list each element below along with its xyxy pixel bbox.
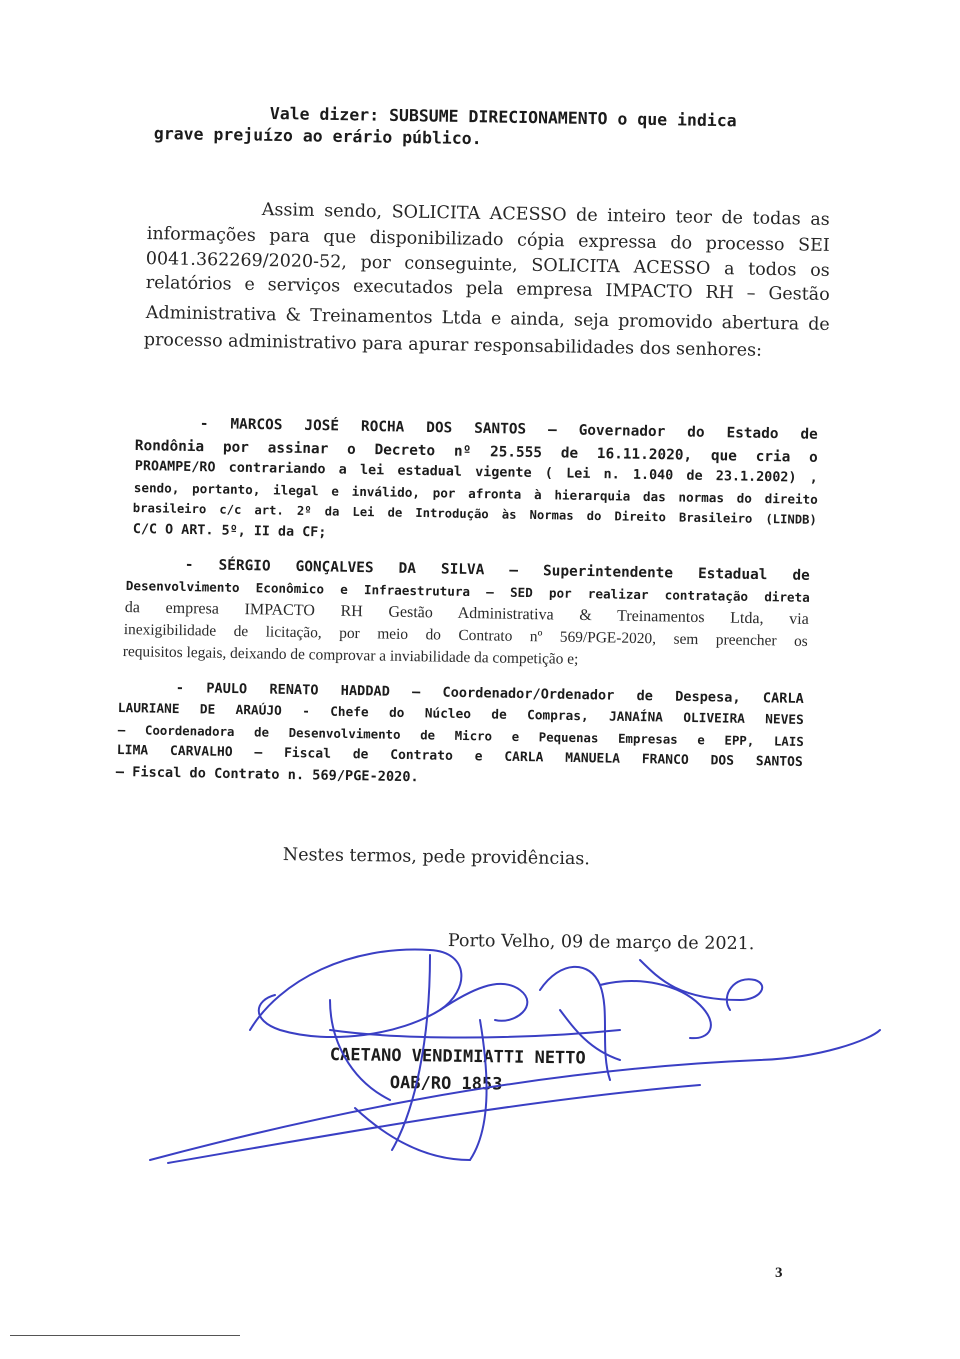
page-number: 3 [775, 1265, 783, 1281]
item2-line-2: Desenvolvimento Econômico e Infraestrutura – SED por realizar contratação direta [125, 578, 810, 605]
item1-line-6: C/C O ART. 5º, II da CF; [132, 522, 327, 541]
item2-line-4: inexigibilidade de licitação, por meio do Contrato nº 569/PGE-2020, sem preencher os [123, 621, 808, 650]
item3-line-4: LIMA CARVALHO – Fiscal de Contrato e CARLA MANUELA FRANCO DOS SANTOS [116, 743, 803, 770]
item2-line-5: requisitos legais, deixando de comprovar a inviabilidade da competição e; [122, 643, 579, 668]
signatory-name: CAETANO VENDIMIATTI NETTO [329, 1045, 586, 1069]
item1-line-1: - MARCOS JOSÉ ROCHA DOS SANTOS – Governador do Estado de [199, 416, 818, 443]
request-line-1: Assim sendo, SOLICITA ACESSO de inteiro teor de todas as [261, 200, 830, 230]
item2-line-3: da empresa IMPACTO RH Gestão Administrativa & Treinamentos Ltda, via [124, 599, 809, 628]
item3-line-3: – Coordenadora de Desenvolvimento de Micro e Pequenas Empresas e EPP, LAIS [117, 722, 804, 749]
item3-line-1: - PAULO RENATO HADDAD – Coordenador/Ordenador de Despesa, CARLA [175, 680, 804, 707]
item1-line-4: sendo, portanto, ilegal e inválido, por afronta à hierarquia das normas do direito [133, 480, 818, 507]
footer-rule [10, 1335, 240, 1336]
signatory-oab: OAB/RO 1853 [389, 1073, 503, 1095]
closing-text: Nestes termos, pede providências. [282, 845, 591, 870]
item3-line-5: – Fiscal do Contrato n. 569/PGE-2020. [115, 764, 419, 786]
request-line-3: 0041.362269/2020-52, por conseguinte, SOLICITA ACESSO a todos os [145, 249, 830, 281]
intro-line-2: grave prejuízo ao erário público. [153, 124, 482, 149]
item1-line-3: PROAMPE/RO contrariando a lei estadual vigente ( Lei n. 1.040 de 23.1.2002) , [134, 459, 818, 486]
item2-line-1: - SÉRGIO GONÇALVES DA SILVA – Superintendente Estadual de [184, 557, 810, 584]
item3-line-2: LAURIANE DE ARAÚJO - Chefe do Núcleo de Compras, JANAÍNA OLIVEIRA NEVES [117, 701, 804, 728]
intro-line-1: Vale dizer: SUBSUME DIRECIONAMENTO o que indica [269, 104, 737, 131]
item1-line-2: Rondônia por assinar o Decreto nº 25.555 de 16.11.2020, que cria o [134, 438, 818, 466]
request-line-6: processo administrativo para apurar responsabilidades dos senhores: [143, 330, 763, 361]
request-line-4: relatórios e serviços executados pela empresa IMPACTO RH – Gestão [145, 273, 830, 305]
item1-line-5: brasileiro c/c art. 2º da Lei de Introdução às Normas do Direito Brasileiro (LINDB) [132, 501, 817, 527]
request-line-5: Administrativa & Treinamentos Ltda e ainda, seja promovido abertura de [145, 303, 830, 335]
request-line-2: informações para que disponibilizado cópia expressa do processo SEI [146, 224, 830, 256]
place-date: Porto Velho, 09 de março de 2021. [447, 931, 755, 955]
